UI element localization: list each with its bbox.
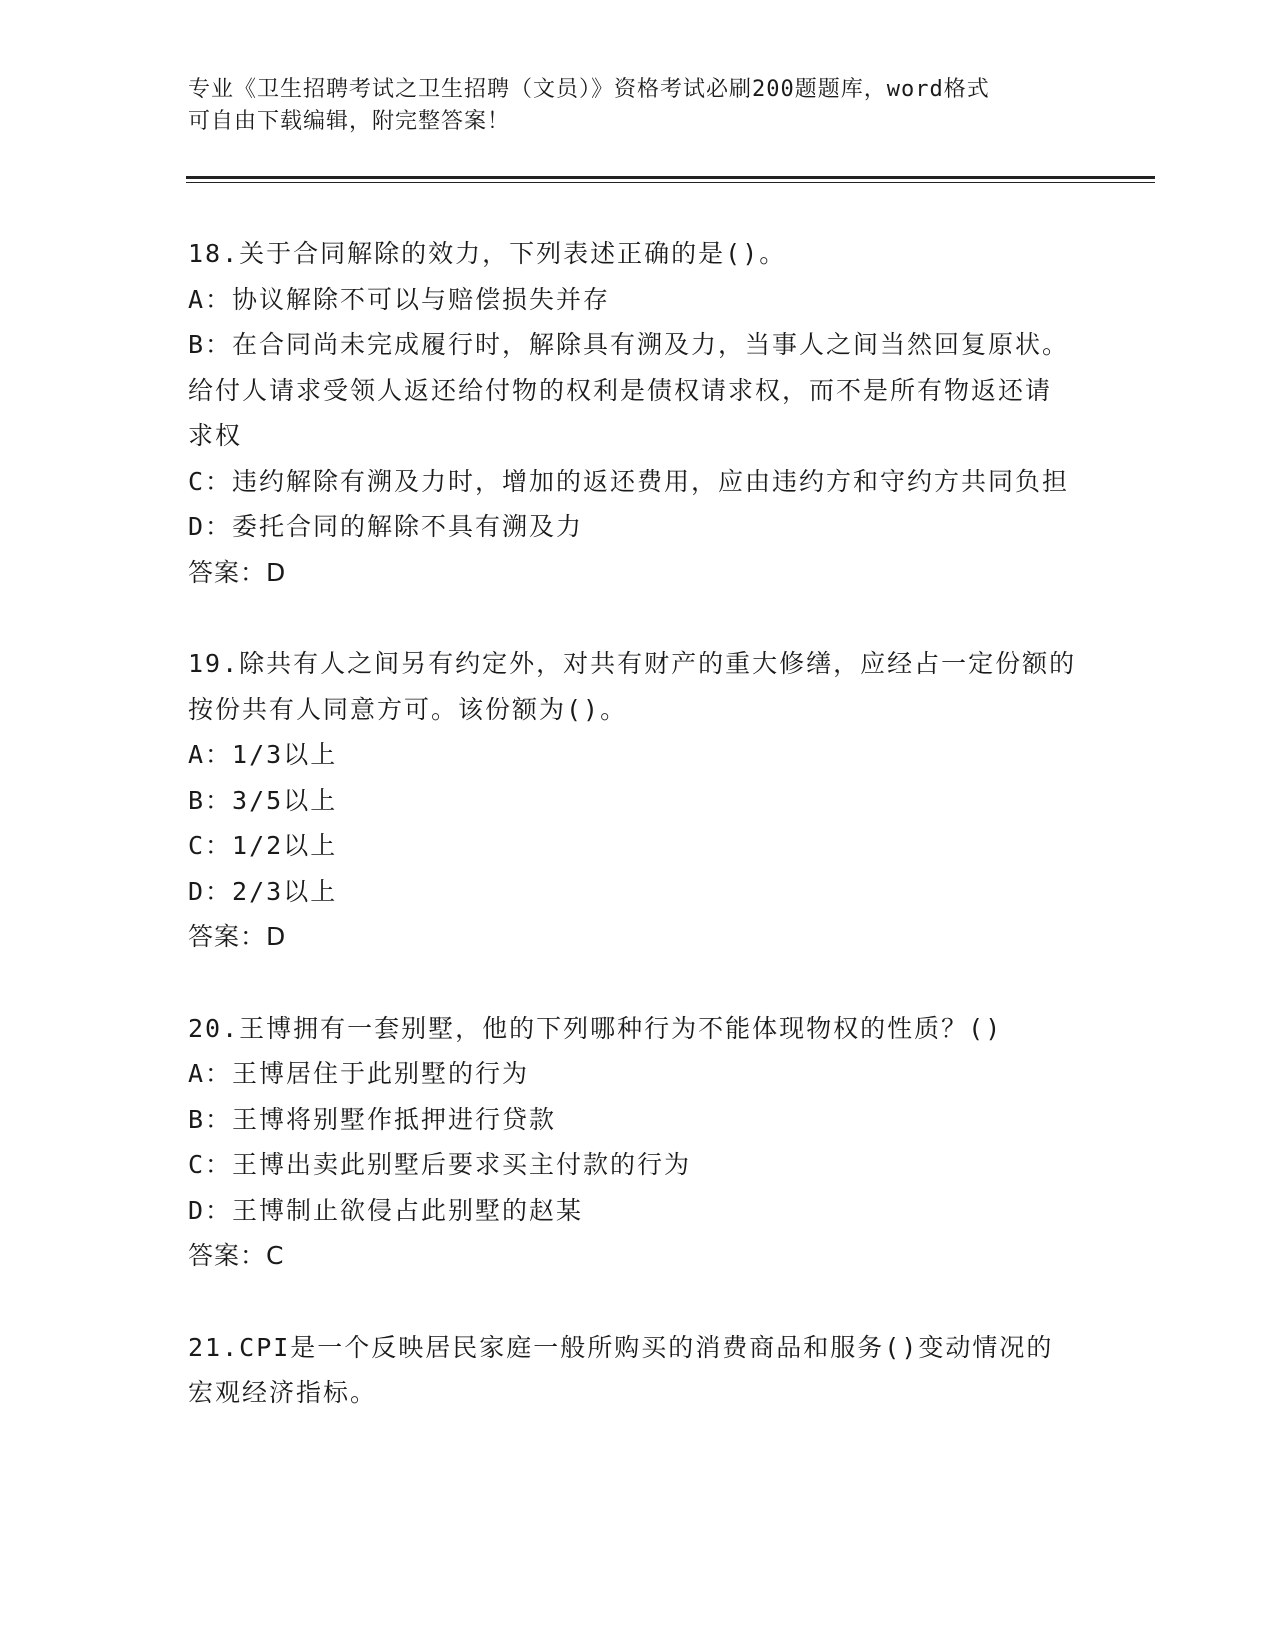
option-a: A：1/3以上 <box>188 740 338 769</box>
question-stem: 20.王博拥有一套别墅，他的下列哪种行为不能体现物权的性质？() <box>188 1013 1003 1043</box>
question-stem: 18.关于合同解除的效力，下列表述正确的是()。 <box>188 239 787 268</box>
document-header <box>188 74 1068 138</box>
option-a: A：协议解除不可以与赔偿损失并存 <box>188 284 611 314</box>
answer-label: 答案：D <box>188 557 287 587</box>
option-b: B：在合同尚未完成履行时，解除具有溯及力，当事人之间当然回复原状。给付人请求受领人返还给付物的权利是债权请求权，而不是所有物返还请求权 <box>188 330 1070 450</box>
answer-label: 答案：C <box>188 1241 285 1270</box>
option-b: B：3/5以上 <box>188 785 338 815</box>
header-line-1: 专业《卫生招聘考试之卫生招聘（文员）》资格考试必刷200题题库，word格式 <box>188 77 990 102</box>
question-18 <box>188 231 1078 595</box>
option-a: A：王博居住于此别墅的行为 <box>188 1059 530 1088</box>
question-list <box>188 231 1078 1462</box>
question-19 <box>188 641 1078 960</box>
question-21 <box>188 1325 1078 1416</box>
option-c: C：1/2以上 <box>188 831 338 860</box>
question-stem: 19.除共有人之间另有约定外，对共有财产的重大修缮，应经占一定份额的按份共有人同意方可。该份额为()。 <box>188 649 1077 724</box>
option-b: B：王博将别墅作抵押进行贷款 <box>188 1104 557 1134</box>
option-d: D：2/3以上 <box>188 876 338 906</box>
option-c: C：违约解除有溯及力时，增加的返还费用，应由违约方和守约方共同负担 <box>188 466 1070 496</box>
header-line-2: 可自由下载编辑，附完整答案！ <box>188 109 511 134</box>
option-d: D：王博制止欲侵占此别墅的赵某 <box>188 1195 584 1225</box>
question-20 <box>188 1006 1078 1279</box>
option-d: D：委托合同的解除不具有溯及力 <box>188 512 584 541</box>
answer-label: 答案：D <box>188 922 287 951</box>
header-rule-thick <box>186 176 1155 179</box>
option-c: C：王博出卖此别墅后要求买主付款的行为 <box>188 1150 692 1179</box>
question-stem: 21.CPI是一个反映居民家庭一般所购买的消费商品和服务()变动情况的宏观经济指标。 <box>188 1332 1054 1407</box>
header-rule-thin <box>186 182 1155 183</box>
